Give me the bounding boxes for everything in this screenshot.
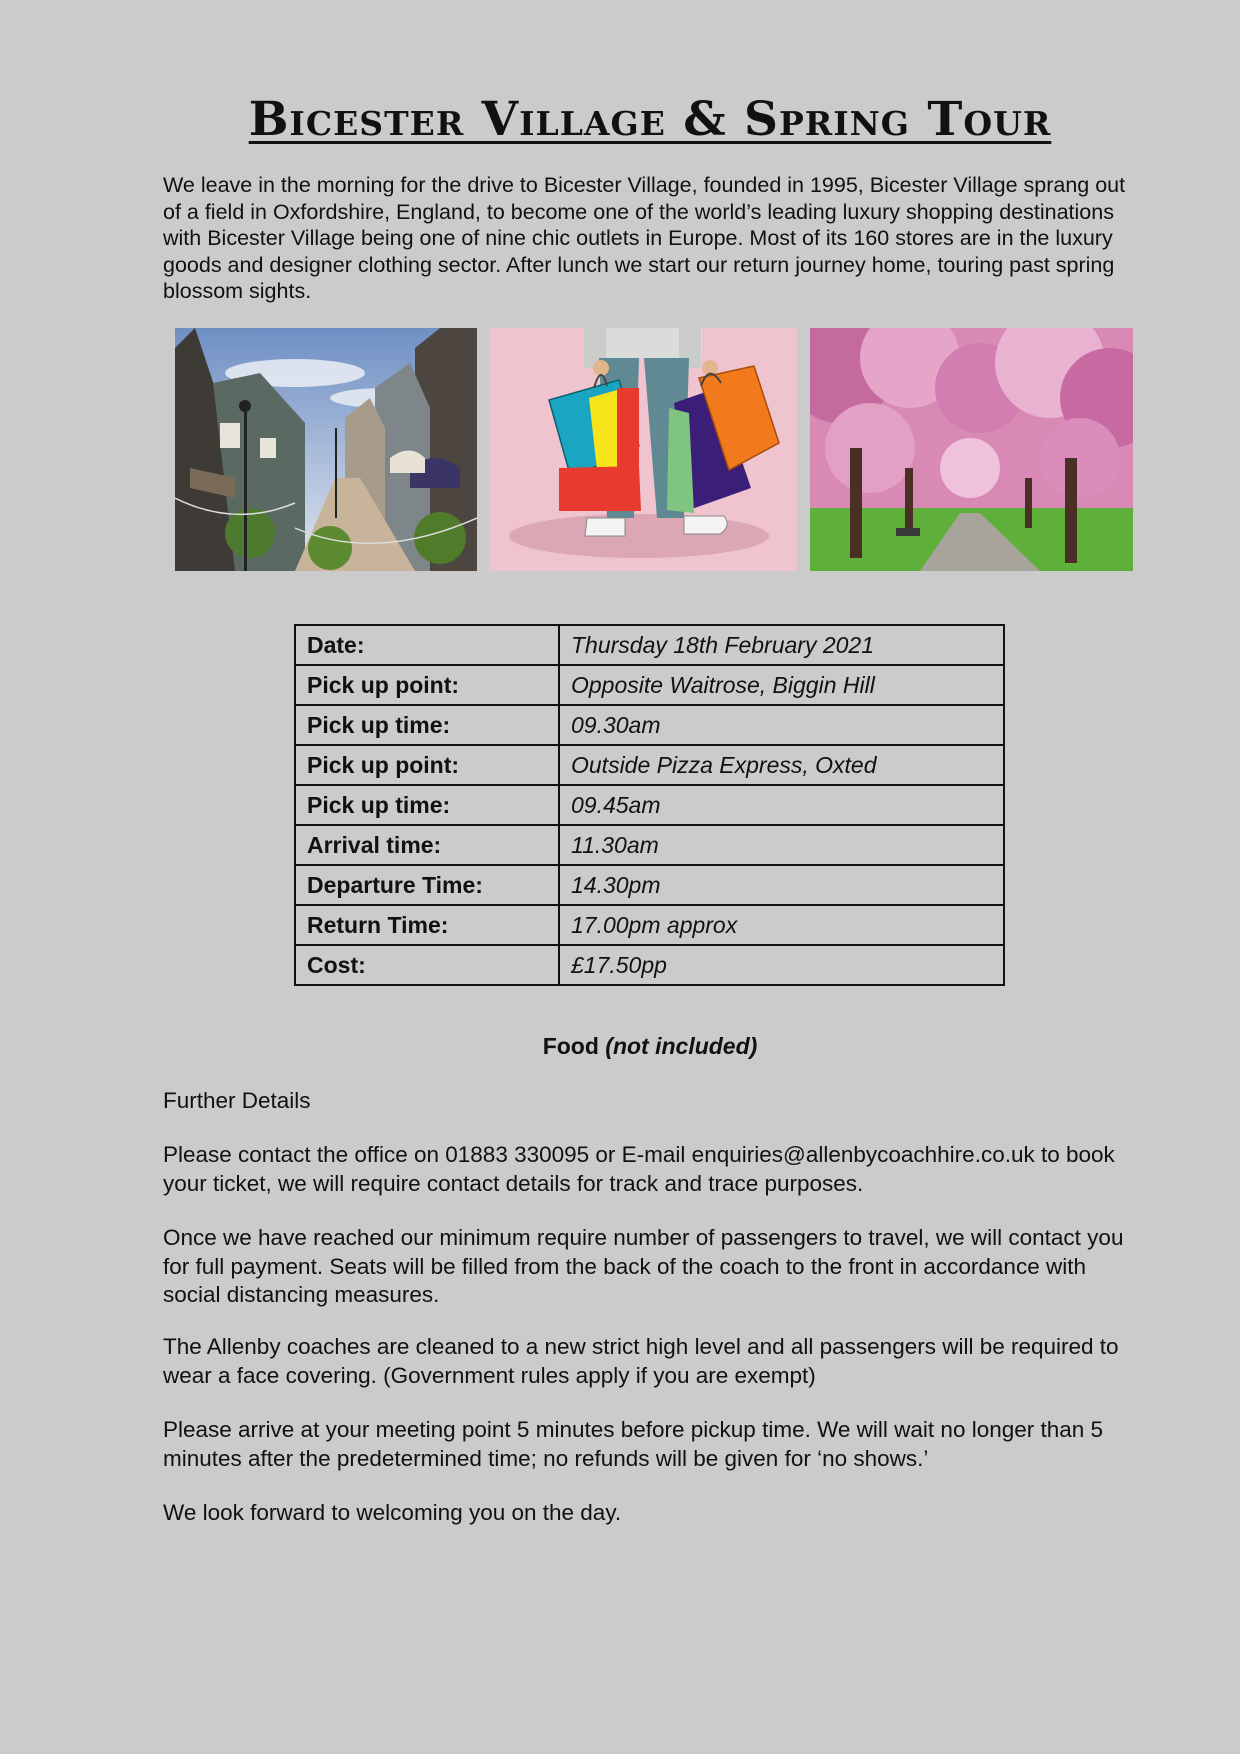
closing-paragraph: We look forward to welcoming you on the day. [163, 1500, 622, 1525]
table-row [295, 705, 1004, 745]
row-label: Return Time: [295, 905, 559, 945]
table-row [295, 665, 1004, 705]
village-street-photo [175, 328, 477, 571]
table-row [295, 745, 1004, 785]
cleaning-paragraph: The Allenby coaches are cleaned to a new strict high level and all passengers will be required to wear a face covering. (Government rules apply if you are exempt) [163, 1334, 1119, 1388]
table-row [295, 625, 1004, 665]
arrival-paragraph: Please arrive at your meeting point 5 minutes before pickup time. We will wait no longer than 5 minutes after the predetermined time; no refunds will be given for ‘no shows.’ [163, 1417, 1104, 1471]
food-not-included: (not included) [605, 1033, 758, 1059]
row-value: 09.30am [559, 705, 1004, 745]
row-value: £17.50pp [559, 945, 1004, 985]
contact-paragraph: Please contact the office on 01883 330095 or E-mail enquiries@allenbycoachhire.co.uk to book your ticket, we will require contact details for track and trace purposes. [163, 1142, 1115, 1196]
row-label: Pick up point: [295, 665, 559, 705]
food-note [0, 1033, 1240, 1060]
row-value: 14.30pm [559, 865, 1004, 905]
trip-details-table [294, 624, 1005, 986]
row-label: Cost: [295, 945, 559, 985]
table-row [295, 905, 1004, 945]
row-label: Departure Time: [295, 865, 559, 905]
table-row [295, 865, 1004, 905]
table-row [295, 945, 1004, 985]
cherry-blossom-avenue-photo [810, 328, 1133, 571]
row-value: 17.00pm approx [559, 905, 1004, 945]
row-value: 11.30am [559, 825, 1004, 865]
row-label: Date: [295, 625, 559, 665]
page-title: Bicester Village & Spring Tour [248, 92, 1052, 147]
row-label: Pick up point: [295, 745, 559, 785]
table-row [295, 825, 1004, 865]
row-value: Outside Pizza Express, Oxted [559, 745, 1004, 785]
row-value: 09.45am [559, 785, 1004, 825]
further-details-heading: Further Details [163, 1088, 311, 1113]
shopping-bags-illustration [489, 328, 797, 571]
food-label: Food [542, 1033, 599, 1059]
payment-paragraph: Once we have reached our minimum require number of passengers to travel, we will contact you for full payment. Seats will be filled from the back of the coach to the front in accordance with social distancing measures. [163, 1225, 1124, 1307]
row-label: Arrival time: [295, 825, 559, 865]
row-label: Pick up time: [295, 785, 559, 825]
row-label: Pick up time: [295, 705, 559, 745]
table-row [295, 785, 1004, 825]
row-value: Opposite Waitrose, Biggin Hill [559, 665, 1004, 705]
intro-paragraph: We leave in the morning for the drive to Bicester Village, founded in 1995, Bicester Village sprang out of a field in Oxfordshire, England, to become one of the world’s leading luxury shopping destinations with Bicester Village being one of nine chic outlets in Europe. Most of its 160 stores are in the luxury goods and designer clothing sector. After lunch we start our return journey home, touring past spring blossom sights. [163, 173, 1126, 303]
row-value: Thursday 18th February 2021 [559, 625, 1004, 665]
